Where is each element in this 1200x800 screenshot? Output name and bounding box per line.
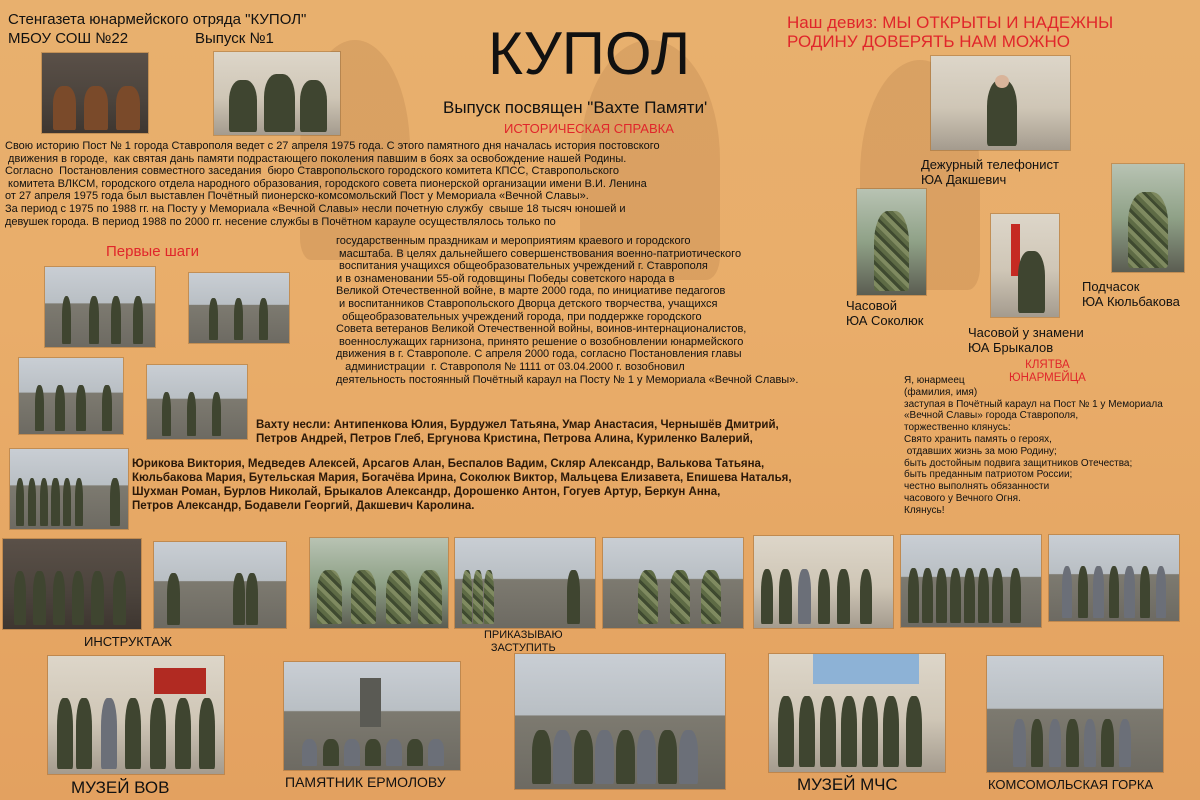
history-text-top: Свою историю Пост № 1 города Ставрополя ведет с 27 апреля 1975 года. С этого памятного дня началась история постовского движения в городе, как святая дань памяти подрастающего поколения павшим в боях за освобождение нашей Родины. Согласно Постановления совместного заседания бюро Ставропольского городского комитета КПСС, Ставропольского комитета ВЛКСМ, городского отдела народного образования, городского совета пионерской организации имени В.И. Ленина от 27 апреля 1975 года был выставлен Почётный пионерско-комсомольский Пост у Мемориала «Вечной Славы». За период с 1975 по 1988 гг. на Посту у Мемориала «Вечной Славы» несли почетную службу свыше 18 тысяч юношей и девушек города. В период 1988 по 2000 гг. несение службы в Почётном карауле осуществлялось только по [5, 140, 660, 228]
caption-war-museum: МУЗЕЙ ВОВ [71, 778, 170, 797]
paper-name: Стенгазета юнармейского отряда "КУПОЛ" [8, 11, 307, 28]
photo-yermolov-monument [284, 662, 460, 770]
oath-text: Я, юнармеец (фамилия, имя) заступая в Почётный караул на Пост № 1 у Мемориала «Вечной Славы» города Ставрополя, торжественно клянусь: Свято хранить память о героях, отдавших жизнь за мою Родину; быть достойным подвига защитников Отечества; быть преданным патриотом России; честно выполнять обязанности часового у Вечного Огня. Клянусь! [904, 375, 1163, 516]
photo-mchs-museum [769, 654, 945, 772]
photo-first-steps-2 [189, 273, 289, 343]
watch-names-part-1: Вахту несли: Антипенкова Юлия, Бурдужел Татьяна, Умар Анастасия, Чернышёв Дмитрий, Петров Андрей, Петров Глеб, Ергунова Кристина, Петрова Алина, Куриленко Валерий, [256, 419, 779, 445]
issue-subtitle: Выпуск посвящен "Вахте Памяти' [443, 98, 708, 117]
motto-line-1: Наш девиз: МЫ ОТКРЫТЫ И НАДЕЖНЫ [787, 13, 1114, 32]
watch-names-part-2: Юрикова Виктория, Медведев Алексей, Арсагов Алан, Беспалов Вадим, Скляр Александр, Валькова Татьяна, Кюльбакова Мария, Бутельская Мария, Богачёва Ирина, Соколюк Виктор, Мальцева Елизавета, Епишева Наталья, Шухман Роман, Бурлов Николай, Брыкалов Александр, Дорошенко Антон, Гогуев Артур, Беркун Анна, Петров Александр, Бодавели Георгий, Дакшевич Каролина. [132, 458, 792, 512]
photo-sentry [857, 189, 926, 295]
page-title: КУПОЛ [488, 20, 691, 87]
photo-duty-operator [931, 56, 1070, 150]
photo-guard-formation [10, 449, 128, 529]
photo-briefing-2 [154, 542, 286, 628]
issue-number: Выпуск №1 [195, 30, 274, 47]
photo-first-steps-3 [19, 358, 123, 434]
photo-first-steps-4 [147, 365, 247, 439]
photo-group-outdoor-2 [1049, 535, 1179, 621]
school-name: МБОУ СОШ №22 [8, 30, 129, 47]
caption-sub-sentry: Подчасок ЮА Кюльбакова [1082, 279, 1180, 309]
photo-sub-sentry [1112, 164, 1184, 272]
first-steps-label: Первые шаги [106, 243, 199, 260]
photo-group-indoor [754, 536, 893, 628]
caption-yermolov-monument: ПАМЯТНИК ЕРМОЛОВУ [285, 774, 446, 790]
photo-group-outdoor-1 [901, 535, 1041, 627]
photo-unit-commanders [214, 52, 340, 135]
caption-komsomol-hill: КОМСОМОЛЬСКАЯ ГОРКА [988, 777, 1154, 792]
photo-komsomol-hill [987, 656, 1163, 772]
caption-briefing: ИНСТРУКТАЖ [84, 634, 173, 649]
photo-order-1 [310, 538, 448, 628]
history-text-continued: государственным праздникам и мероприятиям краевого и городского масштаба. В целях дальнейшего совершенствования военно-патриотического воспитания учащихся общеобразовательных учреждений г. Ставрополя и в ознаменовании 55-ой годовщины Победы советского народа в Великой Отечественной войне, в марте 2000 года, по инициативе педагогов и воспитанников Ставропольского Дворца детского творчества, учащихся общеобразовательных учреждений города, при поддержке городского Совета ветеранов Великой Отечественной войны, воинов-интернационалистов, военнослужащих гарнизона, принято решение о возобновлении юнармейского движения в г. Ставрополе. С апреля 2000 года, согласно Постановления главы администрации г. Ставрополя № 1111 от 03.04.2000 г. возобновил деятельность постоянный Почётный караул на Посту № 1 у Мемориала «Вечной Славы». [336, 235, 799, 386]
caption-mchs-museum: МУЗЕЙ МЧС [797, 775, 898, 794]
photo-march-1 [603, 538, 743, 628]
caption-sentry-flag: Часовой у знамени ЮА Брыкалов [968, 325, 1084, 355]
history-heading: ИСТОРИЧЕСКАЯ СПРАВКА [504, 121, 674, 136]
photo-war-museum [48, 656, 224, 774]
motto-line-2: РОДИНУ ДОВЕРЯТЬ НАМ МОЖНО [787, 32, 1070, 51]
photo-memorial-visit [515, 654, 725, 789]
photo-first-steps-1 [45, 267, 155, 347]
caption-duty-operator: Дежурный телефонист ЮА Дакшевич [921, 157, 1059, 187]
photo-memorial-guards [42, 53, 148, 133]
oath-heading: КЛЯТВА ЮНАРМЕЙЦА [1009, 359, 1086, 384]
photo-sentry-flag [991, 214, 1059, 317]
caption-sentry: Часовой ЮА Соколюк [846, 298, 924, 328]
photo-briefing-1 [3, 539, 141, 629]
caption-order: ПРИКАЗЫВАЮ ЗАСТУПИТЬ [484, 629, 563, 654]
photo-order-2 [455, 538, 595, 628]
